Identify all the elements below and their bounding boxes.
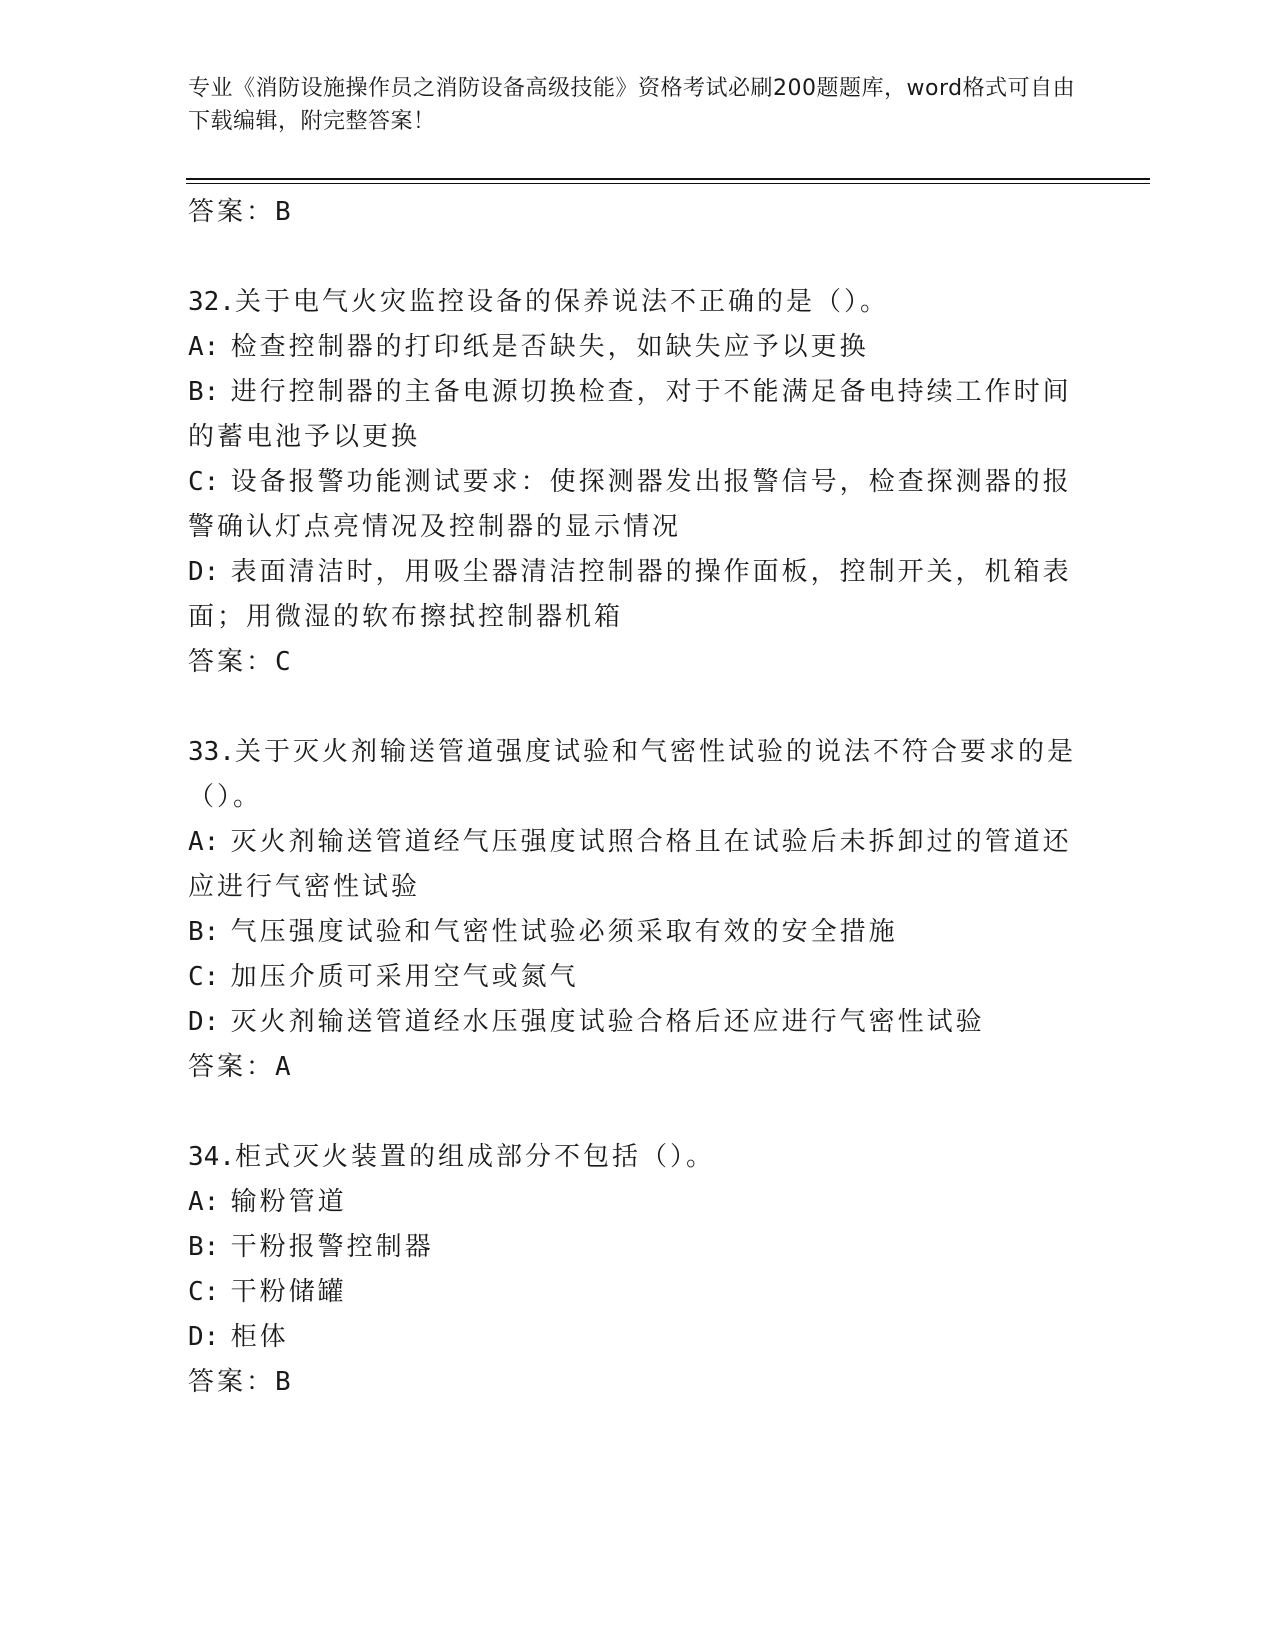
question-stem [188, 730, 1078, 820]
question-answer [188, 1360, 1078, 1405]
option-a [188, 325, 1078, 370]
question-stem [188, 1135, 1078, 1180]
question-34 [188, 1135, 1078, 1405]
answer-label: 答案： [188, 197, 276, 227]
question-text: 关于电气火灾监控设备的保养说法不正确的是（）。 [234, 287, 889, 317]
option-d [188, 550, 1078, 640]
option-c [188, 955, 1078, 1000]
question-answer [188, 1045, 1078, 1090]
option-a [188, 1180, 1078, 1225]
question-content [188, 190, 1078, 1405]
option-key: C: [188, 467, 220, 497]
option-text: 加压介质可采用空气或氮气 [230, 962, 579, 992]
option-c [188, 460, 1078, 550]
question-stem [188, 280, 1078, 325]
answer-label: 答案： [188, 1367, 276, 1397]
answer-value: B [275, 1367, 291, 1397]
option-b [188, 1225, 1078, 1270]
option-key: D: [188, 557, 220, 587]
option-d [188, 1315, 1078, 1360]
option-key: D: [188, 1322, 220, 1352]
option-d [188, 1000, 1078, 1045]
question-33 [188, 730, 1078, 1090]
option-text: 柜体 [230, 1322, 289, 1352]
answer-value: C [275, 647, 291, 677]
option-key: A: [188, 827, 220, 857]
option-key: B: [188, 917, 220, 947]
option-text: 表面清洁时，用吸尘器清洁控制器的操作面板，控制开关，机箱表面；用微湿的软布擦拭控制器机箱 [188, 557, 1072, 632]
option-text: 检查控制器的打印纸是否缺失，如缺失应予以更换 [230, 332, 869, 362]
option-text: 输粉管道 [230, 1187, 347, 1217]
option-text: 进行控制器的主备电源切换检查，对于不能满足备电持续工作时间的蓄电池予以更换 [188, 377, 1072, 452]
question-32 [188, 280, 1078, 685]
question-answer [188, 640, 1078, 685]
question-text: 关于灭火剂输送管道强度试验和气密性试验的说法不符合要求的是（）。 [188, 737, 1076, 812]
answer-label: 答案： [188, 1052, 276, 1082]
answer-value: A [275, 1052, 291, 1082]
option-key: A: [188, 332, 220, 362]
option-key: B: [188, 1232, 220, 1262]
option-text: 干粉报警控制器 [230, 1232, 434, 1262]
question-number: 32. [188, 287, 235, 317]
option-key: A: [188, 1187, 220, 1217]
option-key: D: [188, 1007, 220, 1037]
option-key: B: [188, 377, 220, 407]
option-text: 设备报警功能测试要求：使探测器发出报警信号，检查探测器的报警确认灯点亮情况及控制器的显示情况 [188, 467, 1072, 542]
option-key: C: [188, 1277, 220, 1307]
document-header-title: 专业《消防设施操作员之消防设备高级技能》资格考试必刷200题题库，word格式可自由下载编辑，附完整答案！ [188, 76, 1076, 134]
question-text: 柜式灭火装置的组成部分不包括（）。 [234, 1142, 715, 1172]
option-text: 干粉储罐 [230, 1277, 347, 1307]
option-key: C: [188, 962, 220, 992]
option-c [188, 1270, 1078, 1315]
option-text: 灭火剂输送管道经气压强度试照合格且在试验后未拆卸过的管道还应进行气密性试验 [188, 827, 1072, 902]
option-b [188, 370, 1078, 460]
header-divider-thin [186, 183, 1150, 184]
previous-answer [188, 190, 1078, 235]
header-divider [186, 178, 1150, 180]
answer-label: 答案： [188, 647, 276, 677]
option-b [188, 910, 1078, 955]
option-text: 气压强度试验和气密性试验必须采取有效的安全措施 [230, 917, 898, 947]
question-number: 33. [188, 737, 235, 767]
option-a [188, 820, 1078, 910]
question-number: 34. [188, 1142, 235, 1172]
option-text: 灭火剂输送管道经水压强度试验合格后还应进行气密性试验 [230, 1007, 985, 1037]
answer-value: B [275, 197, 291, 227]
